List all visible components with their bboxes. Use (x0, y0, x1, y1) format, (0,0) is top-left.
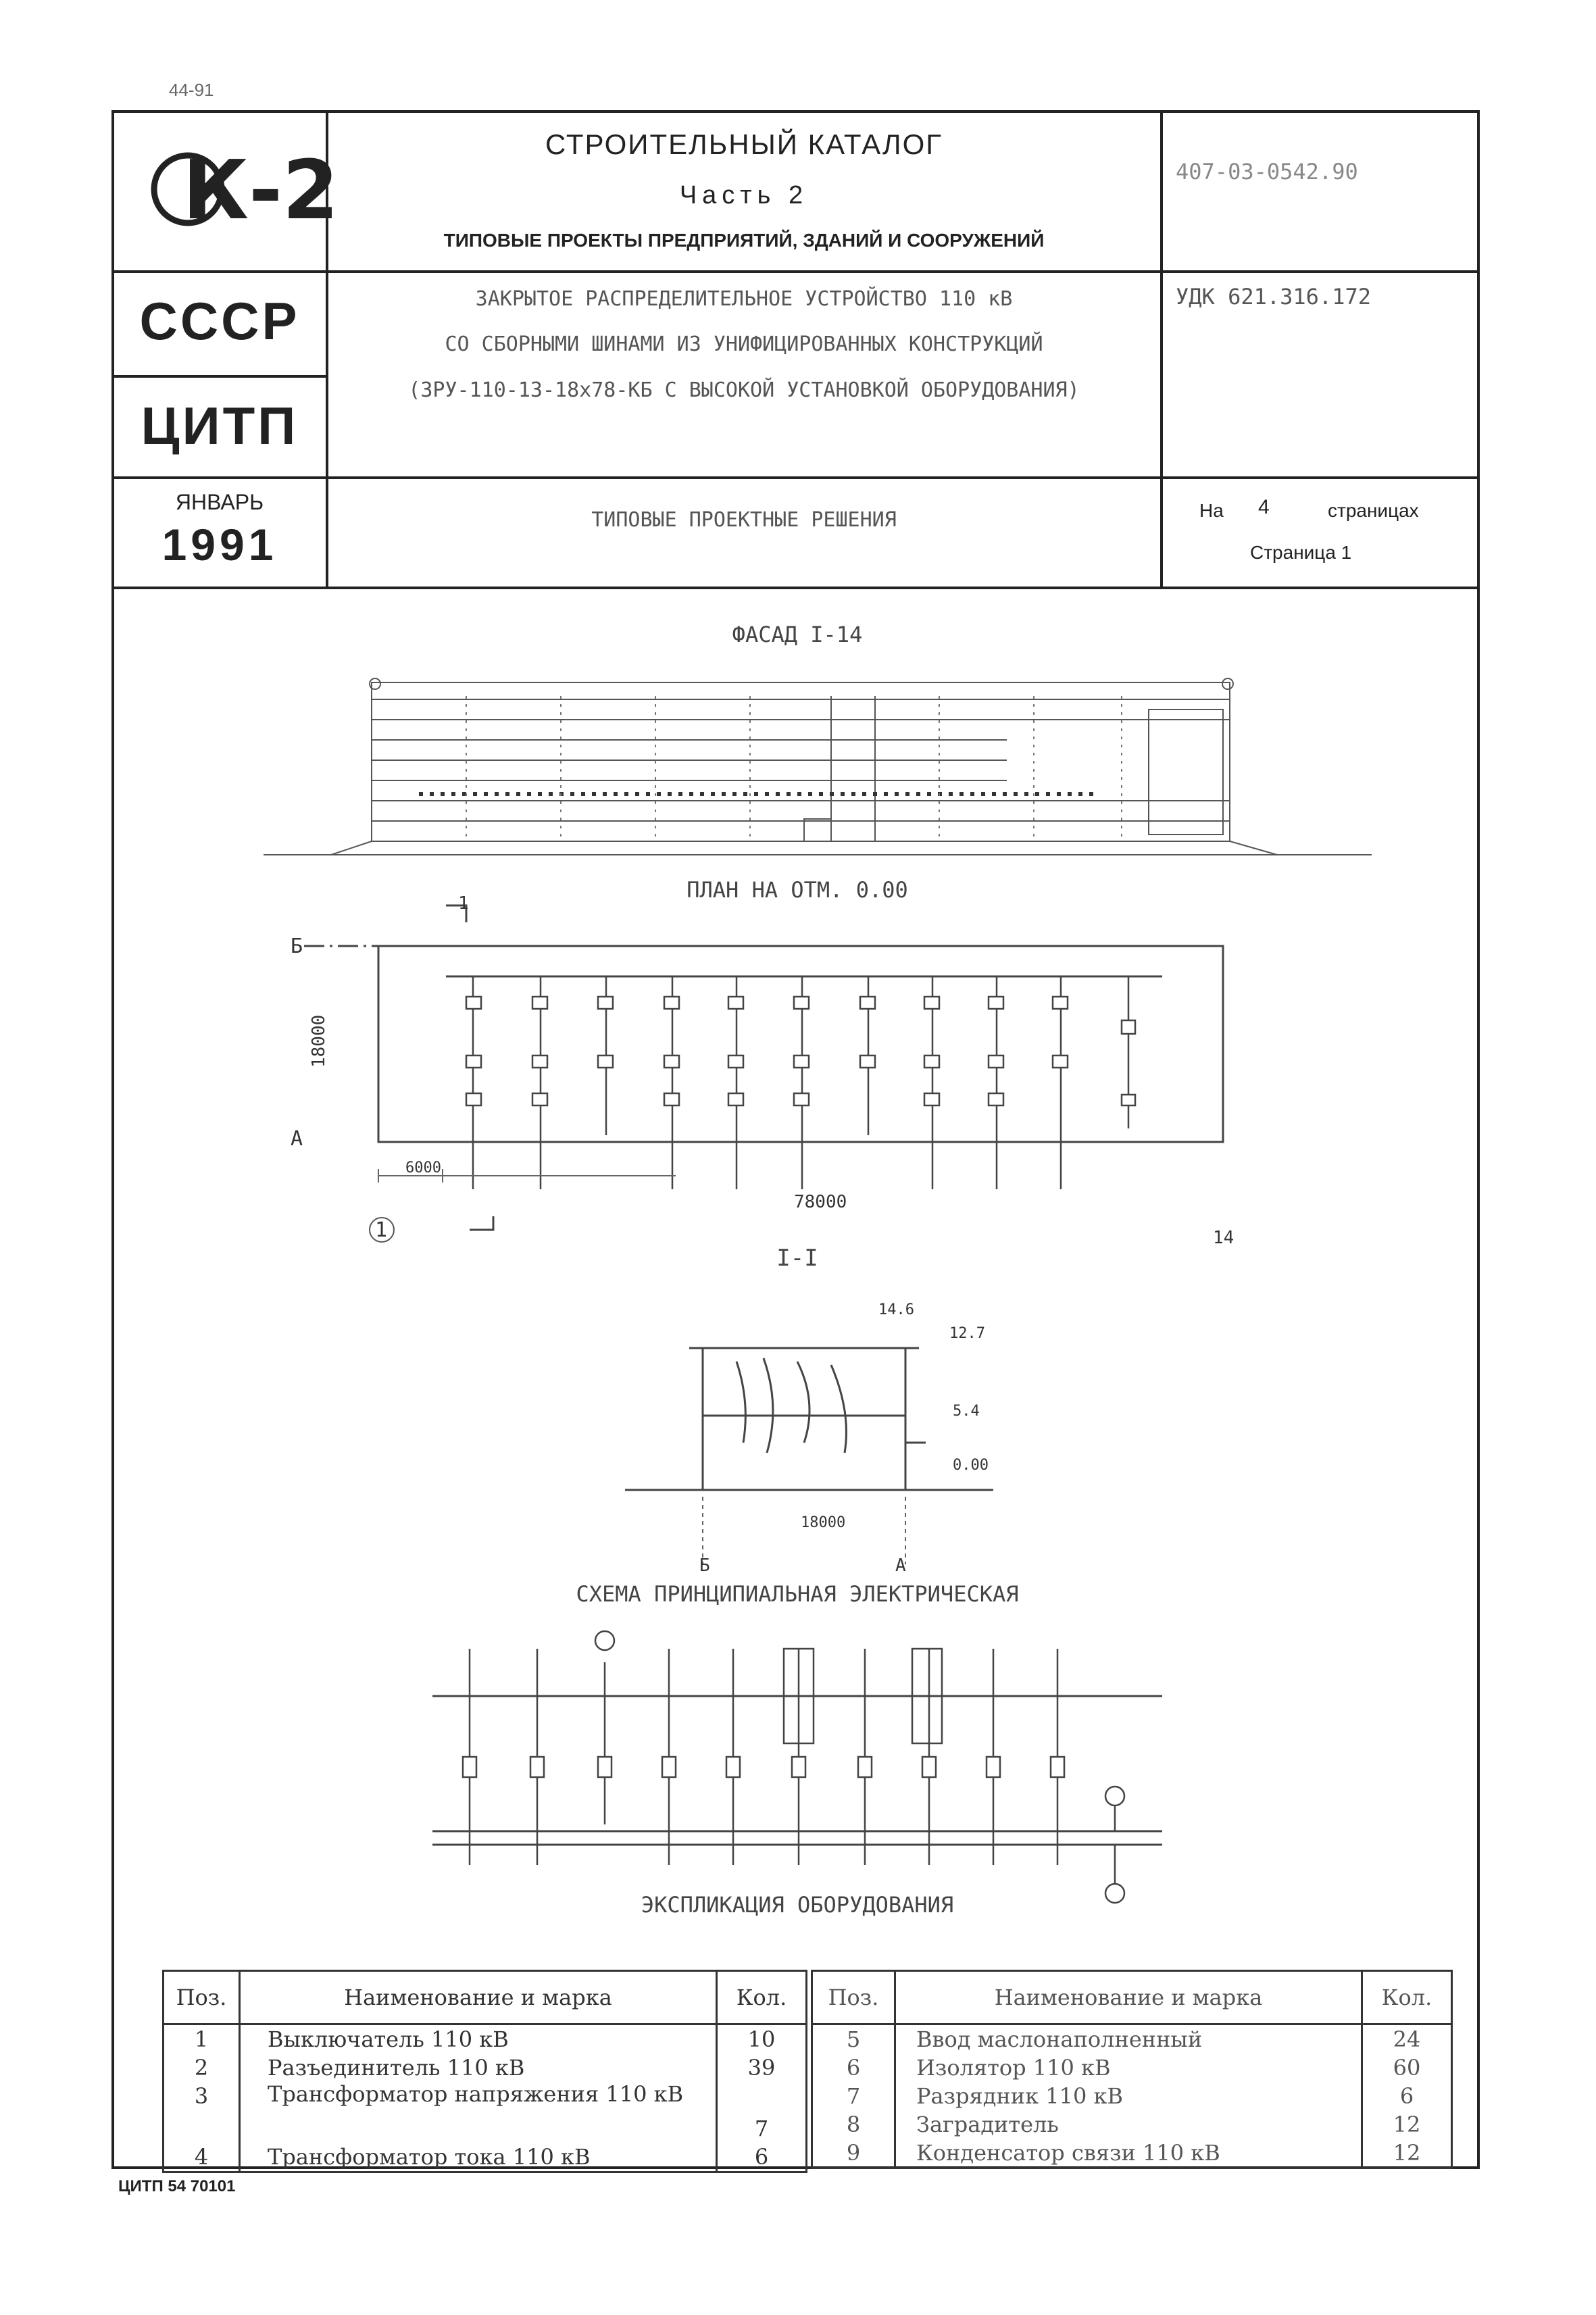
spec-header-row (812, 1971, 1452, 2024)
org-country: СССР (139, 291, 300, 351)
spec-qty: 6 (1362, 2082, 1452, 2110)
section-height-0-00: 0.00 (953, 1457, 989, 1474)
spec-name: Разрядник 110 кВ (895, 2082, 1362, 2110)
section-title: ТИПОВЫЕ ПРОЕКТНЫЕ РЕШЕНИЯ (591, 508, 897, 532)
spec-pos: 8 (812, 2110, 895, 2139)
project-code: 407-03-0542.90 (1176, 159, 1358, 184)
plan-length-dim: 78000 (794, 1192, 847, 1212)
spec-table-left (162, 1970, 807, 2173)
section-height-5-4: 5.4 (953, 1403, 980, 1420)
logo-text: К-2 (182, 144, 339, 238)
spec-pos: 2 (164, 2053, 240, 2082)
plan-axis-1: 1 (375, 1218, 388, 1242)
spec-qty: 7 (717, 2082, 807, 2143)
ck2-logo (142, 139, 339, 240)
section-axis-a: А (895, 1555, 906, 1576)
plan-drawing (270, 893, 1257, 1257)
table-row (164, 2053, 807, 2082)
spec-header-qty: Кол. (1362, 1971, 1452, 2024)
spec-pos: 1 (164, 2024, 240, 2054)
section-height-12-7: 12.7 (949, 1325, 985, 1342)
header-divider-org (111, 375, 328, 378)
plan-axis-a: А (291, 1127, 303, 1151)
spec-name: Разъединитель 110 кВ (240, 2053, 717, 2082)
spec-header-pos: Поз. (164, 1971, 240, 2024)
spec-header-qty: Кол. (717, 1971, 807, 2024)
spec-name: Выключатель 110 кВ (240, 2024, 717, 2054)
spec-qty: 39 (717, 2053, 807, 2082)
plan-section-mark: 1 (458, 893, 469, 914)
plan-axis-b: Б (291, 935, 303, 958)
header-divider-2 (111, 476, 1480, 479)
table-row (812, 2082, 1452, 2110)
current-page: Страница 1 (1250, 542, 1352, 563)
spec-name: Трансформатор тока 110 кВ (240, 2143, 717, 2172)
date-month: ЯНВАРЬ (175, 490, 264, 514)
scheme-title: СХЕМА ПРИНЦИПИАЛЬНАЯ ЭЛЕКТРИЧЕСКАЯ (576, 1581, 1019, 1607)
spec-qty: 10 (717, 2024, 807, 2054)
table-row (812, 2053, 1452, 2082)
spec-header-pos: Поз. (812, 1971, 895, 2024)
catalog-title: СТРОИТЕЛЬНЫЙ КАТАЛОГ (545, 128, 943, 160)
plan-axis-14: 14 (1213, 1228, 1235, 1248)
project-line-2: СО СБОРНЫМИ ШИНАМИ ИЗ УНИФИЦИРОВАННЫХ КОНСТРУКЦИЙ (445, 332, 1043, 356)
date-year: 1991 (161, 520, 278, 570)
spec-header-name: Наименование и марка (240, 1971, 717, 2024)
section-height-14-6: 14.6 (878, 1301, 914, 1318)
spec-qty: 12 (1362, 2139, 1452, 2168)
spec-qty: 60 (1362, 2053, 1452, 2082)
section-drawing (608, 1287, 1041, 1585)
table-row (812, 2139, 1452, 2168)
catalog-part-subtitle: ТИПОВЫЕ ПРОЕКТЫ ПРЕДПРИЯТИЙ, ЗДАНИЙ И СООРУЖЕНИЙ (443, 230, 1045, 251)
spec-header-name: Наименование и марка (895, 1971, 1362, 2024)
table-row (164, 2082, 807, 2143)
section-axis-b: Б (699, 1555, 710, 1576)
project-line-1: ЗАКРЫТОЕ РАСПРЕДЕЛИТЕЛЬНОЕ УСТРОЙСТВО 110 кВ (475, 287, 1013, 311)
spec-title: ЭКСПЛИКАЦИЯ ОБОРУДОВАНИЯ (641, 1892, 954, 1918)
spec-qty: 24 (1362, 2024, 1452, 2054)
table-row (812, 2024, 1452, 2054)
spec-name: Заградитель (895, 2110, 1362, 2139)
plan-bay-dim: 6000 (405, 1160, 441, 1176)
spec-qty: 6 (717, 2143, 807, 2172)
table-row (164, 2143, 807, 2172)
section-width-dim: 18000 (801, 1514, 846, 1531)
catalog-part: Часть 2 (679, 181, 809, 209)
page-number: 44-91 (169, 80, 214, 100)
pages-count: 4 (1258, 496, 1270, 518)
footer-code: ЦИТП 54 70101 (118, 2177, 236, 2195)
spec-name: Ввод маслонаполненный (895, 2024, 1362, 2054)
spec-pos: 7 (812, 2082, 895, 2110)
facade-drawing (264, 669, 1372, 872)
spec-pos: 4 (164, 2143, 240, 2172)
project-line-3: (ЗРУ-110-13-18х78-КБ С ВЫСОКОЙ УСТАНОВКОЙ ОБОРУДОВАНИЯ) (408, 378, 1080, 402)
spec-pos: 6 (812, 2053, 895, 2082)
plan-title: ПЛАН НА ОТМ. 0.00 (687, 877, 908, 903)
facade-title: ФАСАД I-14 (732, 622, 863, 647)
pages-prefix: На (1199, 500, 1224, 521)
header-divider-3 (111, 587, 1480, 589)
pages-suffix: страницах (1328, 500, 1419, 521)
spec-pos: 3 (164, 2082, 240, 2143)
spec-header-row (164, 1971, 807, 2024)
org-name: ЦИТП (141, 396, 299, 455)
header-divider-1 (111, 270, 1480, 273)
spec-name: Трансформатор напряжения 110 кВ (240, 2082, 717, 2143)
header-vline-right (1160, 110, 1163, 588)
spec-name: Конденсатор связи 110 кВ (895, 2139, 1362, 2168)
section-drawing-title: I-I (776, 1245, 818, 1272)
spec-pos: 9 (812, 2139, 895, 2168)
scheme-drawing (426, 1622, 1176, 1919)
spec-table-right (811, 1970, 1453, 2169)
spec-pos: 5 (812, 2024, 895, 2054)
plan-width-dim: 18000 (309, 1014, 329, 1068)
spec-name: Изолятор 110 кВ (895, 2053, 1362, 2082)
table-row (164, 2024, 807, 2054)
spec-qty: 12 (1362, 2110, 1452, 2139)
table-row (812, 2110, 1452, 2139)
udk-code: УДК 621.316.172 (1176, 284, 1371, 309)
